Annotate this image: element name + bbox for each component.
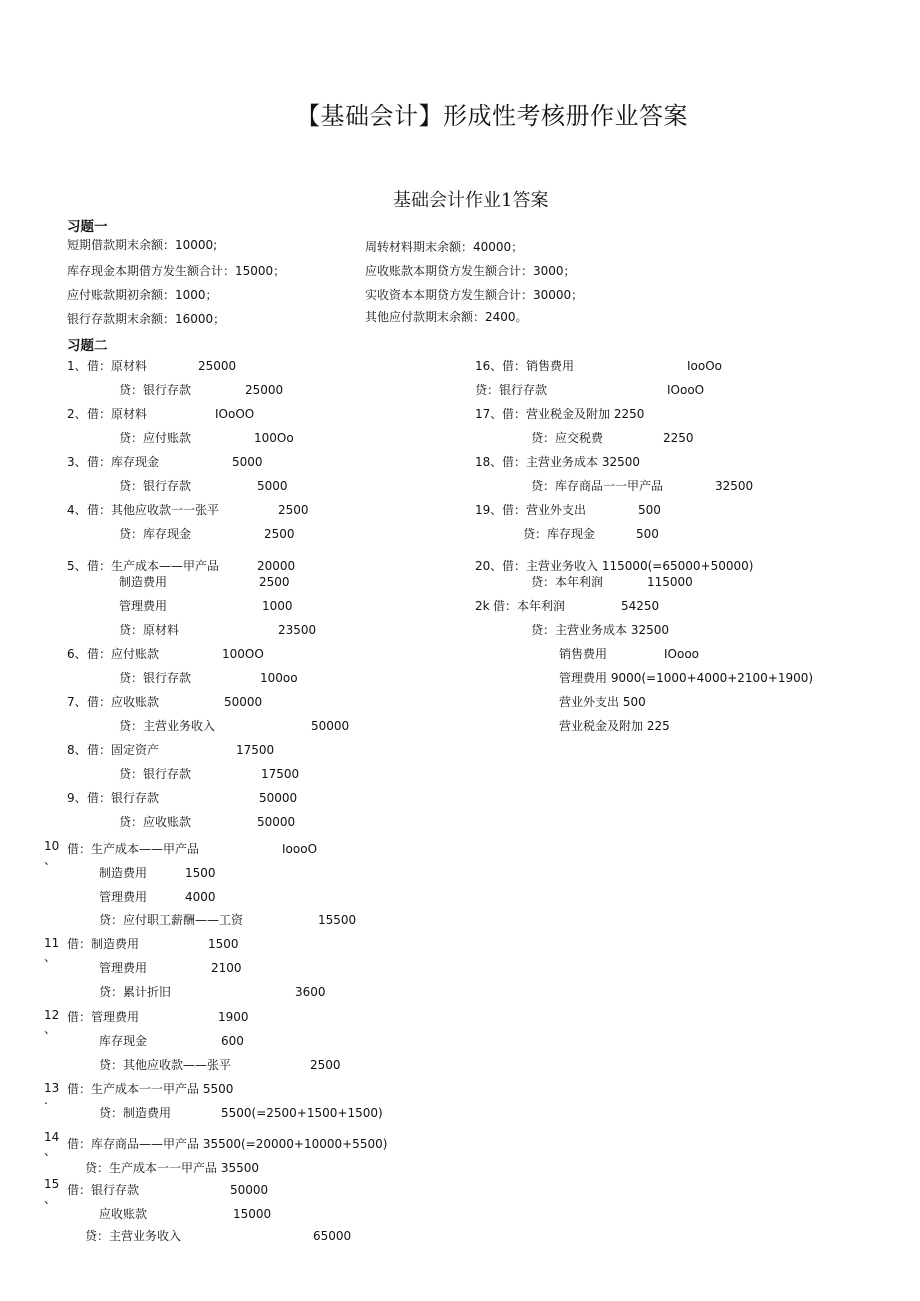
debit-amount: IoooO [282, 842, 318, 856]
debit-line-3: 管理费用 [119, 599, 168, 613]
credit-line: 贷：银行存款 [119, 767, 192, 781]
debit-line-3: 管理费用 [99, 890, 148, 904]
debit-amount-3: 4000 [185, 890, 216, 904]
credit-line: 贷：主营业务收入 [119, 719, 216, 733]
debit-amount: 25000 [198, 359, 237, 373]
debit-amount: 2500 [278, 503, 309, 517]
debit-line: 借：主营业务成本 32500 [502, 455, 640, 469]
credit-line: 贷：银行存款 [475, 383, 548, 397]
credit-amount: IOooO [667, 383, 705, 397]
entry-number: 5、 [67, 559, 87, 573]
entry-number: 17、 [475, 407, 503, 421]
debit-line: 借：管理费用 [67, 1010, 140, 1024]
credit-amount: 2250 [663, 431, 694, 445]
credit-amount: 100oo [260, 671, 298, 685]
credit-line: 贷：本年利润 [531, 575, 604, 589]
credit-line-5: 营业税金及附加 225 [559, 719, 670, 733]
credit-amount: 115000 [647, 575, 693, 589]
debit-amount: 54250 [621, 599, 660, 613]
credit-line: 贷：应收账款 [119, 815, 192, 829]
exercise-2-heading: 习题二 [67, 338, 108, 354]
entry-number: 2、 [67, 407, 87, 421]
ex1-item-left-1: 短期借款期末余额：10000; [67, 238, 218, 252]
entry-number-mark: 、 [44, 950, 57, 964]
credit-amount: 100Oo [254, 431, 294, 445]
credit-amount: 65000 [313, 1229, 352, 1243]
ex1-item-left-3: 应付账款期初余额：1000； [67, 288, 218, 302]
entry-number: 4、 [67, 503, 87, 517]
credit-amount: 32500 [715, 479, 754, 493]
entry-number: 6、 [67, 647, 87, 661]
credit-line: 贷：库存现金 [119, 527, 192, 541]
debit-amount: 50000 [259, 791, 298, 805]
credit-line: 贷：主营业务收入 [85, 1229, 182, 1243]
credit-amount: 15500 [318, 913, 357, 927]
credit-line: 贷：生产成本一一甲产品 35500 [85, 1161, 259, 1175]
debit-line: 借：生产成本——甲产品 [87, 559, 220, 573]
entry-number: 20、 [475, 559, 503, 573]
debit-line: 借：销售费用 [502, 359, 575, 373]
debit-line-2: 制造费用 [119, 575, 168, 589]
entry-number: 3、 [67, 455, 87, 469]
debit-amount: 500 [638, 503, 661, 517]
credit-line: 贷：原材料 [119, 623, 180, 637]
credit-amount: 500 [636, 527, 659, 541]
credit-line-3: 管理费用 9000(=1000+4000+2100+1900) [559, 671, 814, 685]
debit-amount: 5000 [232, 455, 263, 469]
debit-amount: IOoOO [215, 407, 255, 421]
debit-line: 借：原材料 [87, 407, 148, 421]
entry-number: 2k [475, 599, 490, 613]
ex1-item-left-4: 银行存款期末余额：16000； [67, 312, 226, 326]
credit-line: 贷：主营业务成本 32500 [531, 623, 669, 637]
debit-line: 借：银行存款 [87, 791, 160, 805]
credit-line: 贷：其他应收款——张平 [99, 1058, 232, 1072]
credit-line: 贷：银行存款 [119, 479, 192, 493]
ex1-item-right-2: 应收账款本期贷方发生额合计：3000； [365, 264, 576, 278]
credit-amount: 5500(=2500+1500+1500) [221, 1106, 383, 1120]
entry-number: 12 [44, 1008, 60, 1022]
credit-line: 贷：制造费用 [99, 1106, 172, 1120]
ex1-item-left-2: 库存现金本期借方发生额合计：15000； [67, 264, 286, 278]
credit-line: 贷：应付职工薪酬——工资 [99, 913, 244, 927]
entry-number: 19、 [475, 503, 503, 517]
debit-line: 借：营业外支出 [502, 503, 587, 517]
credit-line-2: 销售费用 [559, 647, 608, 661]
debit-line: 借：其他应收款一一张平 [87, 503, 220, 517]
debit-line: 借：生产成本——甲产品 [67, 842, 200, 856]
entry-number: 16、 [475, 359, 503, 373]
debit-amount: IooOo [687, 359, 723, 373]
entry-number-mark: 、 [44, 853, 57, 867]
entry-number-mark: . [44, 1093, 48, 1107]
debit-line-2: 制造费用 [99, 866, 148, 880]
credit-amount: 2500 [264, 527, 295, 541]
debit-line: 借：库存现金 [87, 455, 160, 469]
debit-line: 借：应付账款 [87, 647, 160, 661]
debit-amount-2: 15000 [233, 1207, 272, 1221]
entry-number: 10 [44, 839, 60, 853]
credit-amount: 17500 [261, 767, 300, 781]
credit-amount: 3600 [295, 985, 326, 999]
debit-line: 借：应收账款 [87, 695, 160, 709]
entry-number: 14 [44, 1130, 60, 1144]
debit-amount: 17500 [236, 743, 275, 757]
credit-amount: 50000 [257, 815, 296, 829]
debit-amount: 20000 [257, 559, 296, 573]
debit-amount: 1900 [218, 1010, 249, 1024]
credit-amount: 50000 [311, 719, 350, 733]
debit-line: 借：固定资产 [87, 743, 160, 757]
entry-number-mark: 、 [44, 1022, 57, 1036]
credit-line: 贷：银行存款 [119, 383, 192, 397]
debit-amount: 100OO [222, 647, 264, 661]
debit-line-2: 管理费用 [99, 961, 148, 975]
credit-amount: 5000 [257, 479, 288, 493]
credit-amount-2: IOooo [664, 647, 700, 661]
page-title: 【基础会计】形成性考核册作业答案 [296, 102, 688, 130]
debit-amount-2: 1500 [185, 866, 216, 880]
entry-number: 11 [44, 936, 60, 950]
debit-line: 借：营业税金及附加 2250 [502, 407, 645, 421]
debit-line: 借：库存商品——甲产品 35500(=20000+10000+5500) [67, 1137, 388, 1151]
credit-amount: 2500 [310, 1058, 341, 1072]
debit-line: 借：本年利润 [493, 599, 566, 613]
credit-line-4: 营业外支出 500 [559, 695, 646, 709]
entry-number: 9、 [67, 791, 87, 805]
debit-line: 借：原材料 [87, 359, 148, 373]
debit-line: 借：主营业务收入 115000(=65000+50000) [502, 559, 754, 573]
debit-line: 借：生产成本一一甲产品 5500 [67, 1082, 234, 1096]
entry-number: 18、 [475, 455, 503, 469]
debit-amount-2: 2500 [259, 575, 290, 589]
debit-amount: 50000 [230, 1183, 269, 1197]
debit-amount: 50000 [224, 695, 263, 709]
assignment-subtitle: 基础会计作业1答案 [393, 190, 549, 211]
credit-line: 贷：库存现金 [523, 527, 596, 541]
debit-amount-3: 1000 [262, 599, 293, 613]
debit-line-2: 应收账款 [99, 1207, 148, 1221]
debit-line: 借：制造费用 [67, 937, 140, 951]
entry-number: 8、 [67, 743, 87, 757]
entry-number-mark: 、 [44, 1192, 57, 1206]
credit-line: 贷：应付账款 [119, 431, 192, 445]
debit-amount: 1500 [208, 937, 239, 951]
entry-number: 13 [44, 1081, 60, 1095]
credit-line: 贷：库存商品一一甲产品 [531, 479, 664, 493]
exercise-1-heading: 习题一 [67, 219, 108, 235]
ex1-item-right-3: 实收资本本期贷方发生额合计：30000； [365, 288, 584, 302]
credit-amount: 23500 [278, 623, 317, 637]
credit-line: 贷：累计折旧 [99, 985, 172, 999]
entry-number: 7、 [67, 695, 87, 709]
debit-line: 借：银行存款 [67, 1183, 140, 1197]
debit-amount-2: 2100 [211, 961, 242, 975]
entry-number: 15 [44, 1177, 60, 1191]
entry-number-mark: 、 [44, 1144, 57, 1158]
debit-amount-2: 600 [221, 1034, 244, 1048]
credit-line: 贷：银行存款 [119, 671, 192, 685]
ex1-item-right-1: 周转材料期末余额：40000； [365, 240, 524, 254]
ex1-item-right-4: 其他应付款期末余额：2400。 [365, 310, 528, 324]
entry-number: 1、 [67, 359, 87, 373]
credit-amount: 25000 [245, 383, 284, 397]
credit-line: 贷：应交税费 [531, 431, 604, 445]
debit-line-2: 库存现金 [99, 1034, 148, 1048]
